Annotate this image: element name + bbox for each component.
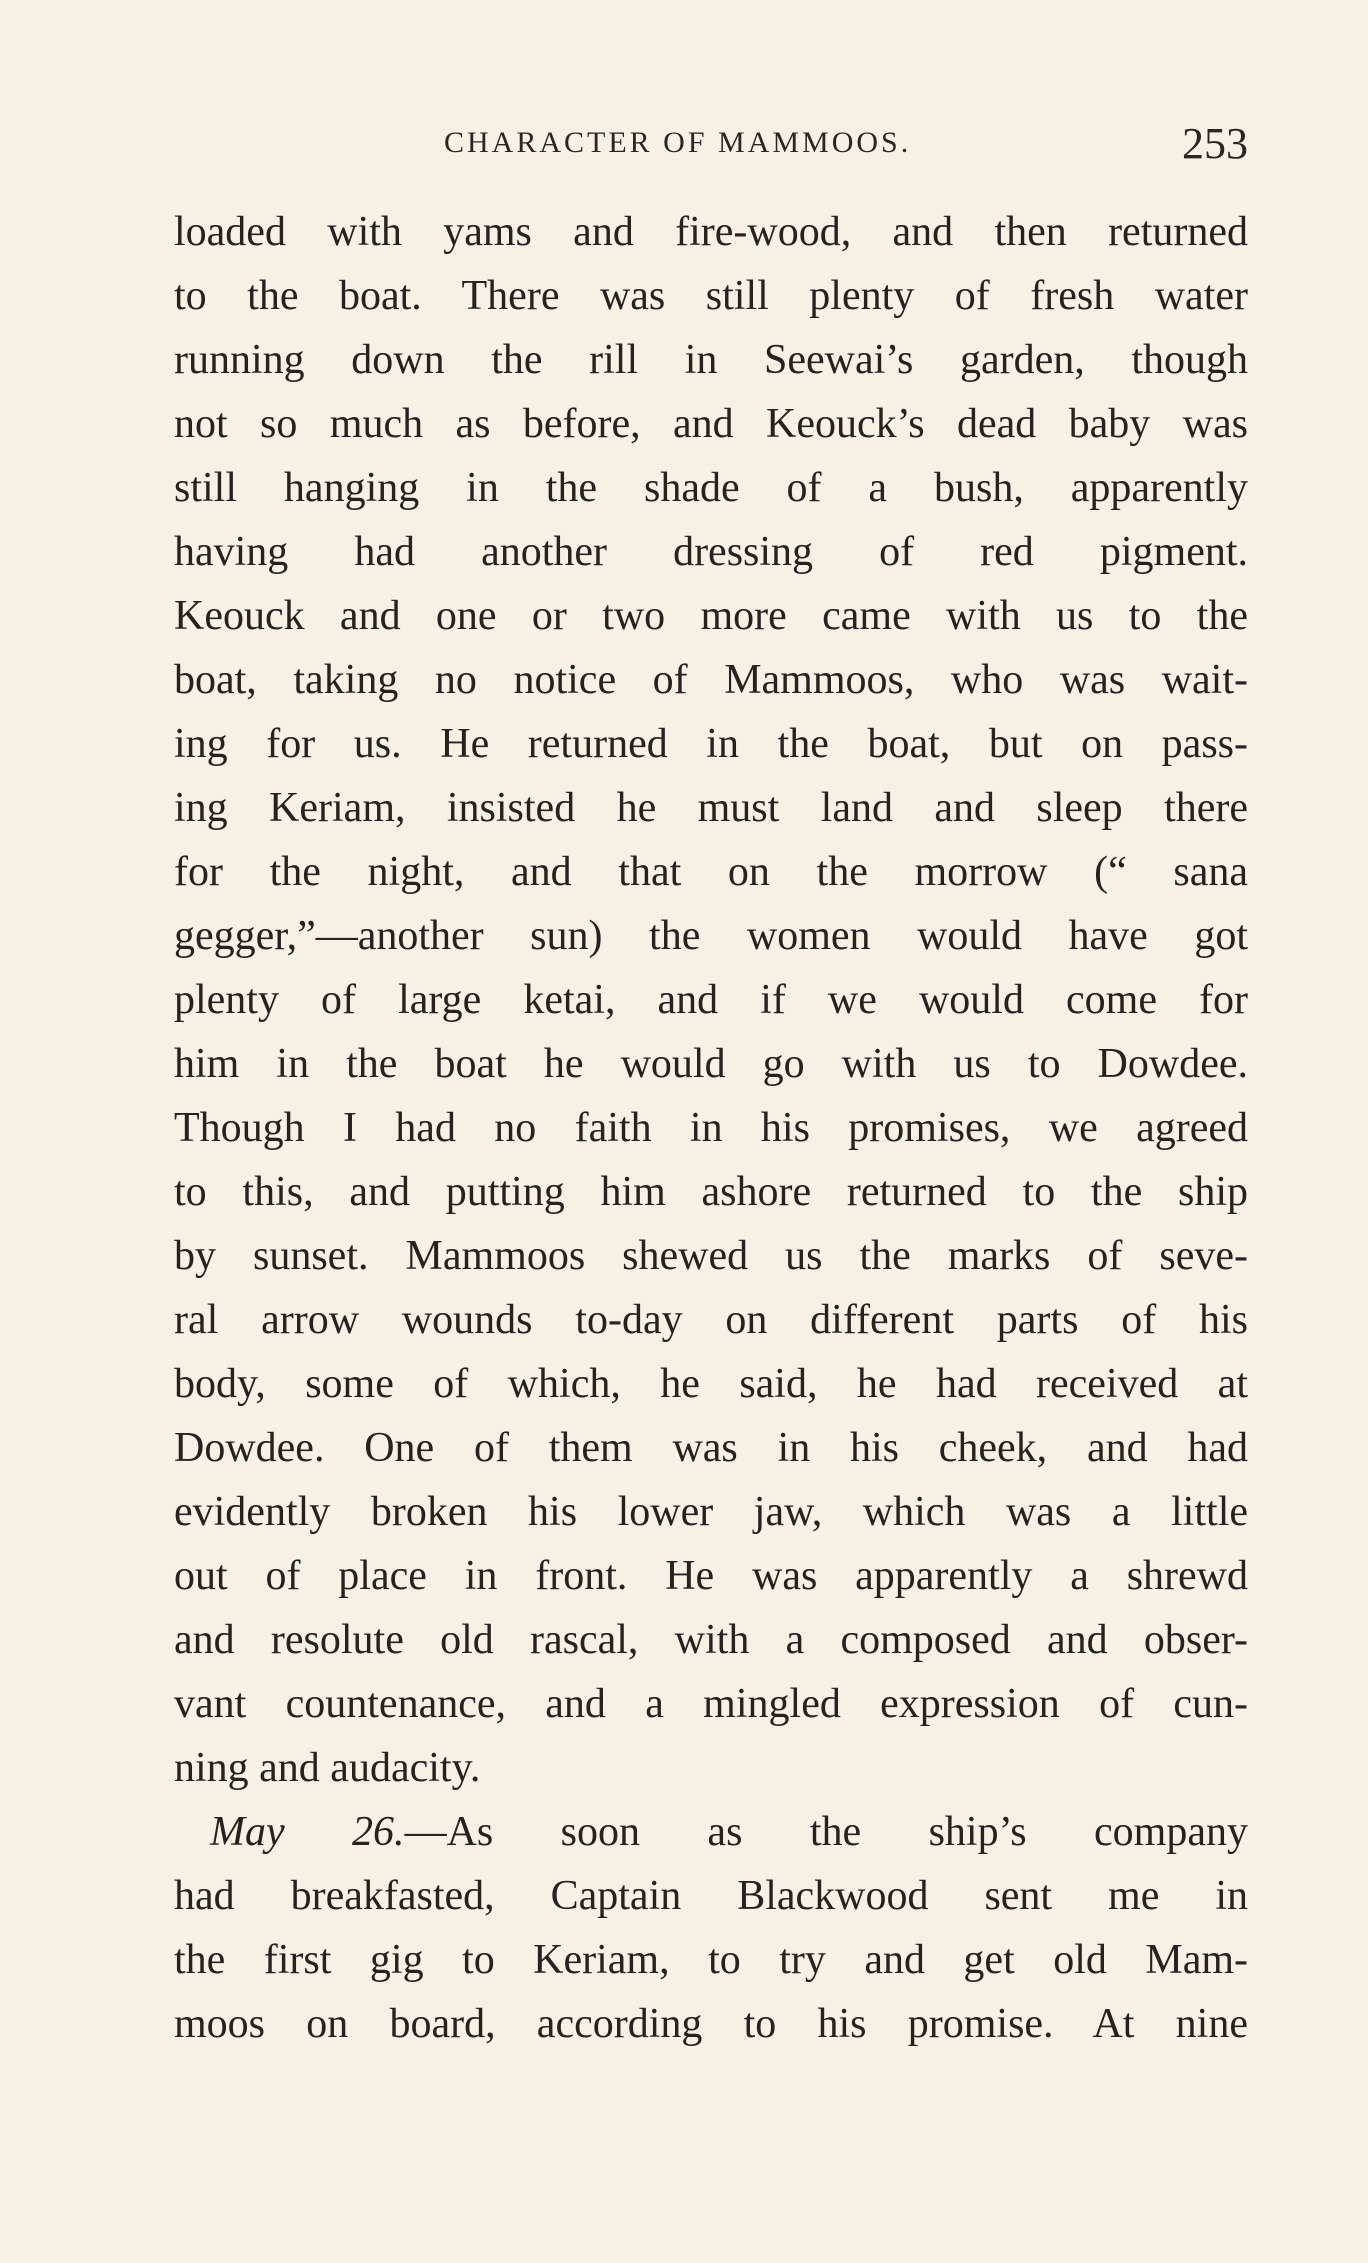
- text-line: to the boat. There was still plenty of fresh water: [174, 273, 1248, 319]
- text-line: and resolute old rascal, with a composed and obser-: [174, 1617, 1248, 1663]
- text-line: ning and audacity.: [174, 1745, 481, 1791]
- running-head: [174, 118, 1248, 178]
- text-line: to this, and putting him ashore returned to the ship: [174, 1169, 1248, 1215]
- text-line: plenty of large ketai, and if we would come for: [174, 977, 1248, 1023]
- text-line: running down the rill in Seewai’s garden, though: [174, 337, 1248, 383]
- text-line: out of place in front. He was apparently a shrewd: [174, 1553, 1248, 1599]
- text-line: still hanging in the shade of a bush, apparently: [174, 465, 1248, 511]
- text-line: not so much as before, and Keouck’s dead baby was: [174, 401, 1248, 447]
- paragraph: [174, 200, 1248, 1800]
- body-text: [174, 200, 1248, 2056]
- text-line: moos on board, according to his promise. At nine: [174, 2001, 1248, 2047]
- text-line: [174, 1800, 1248, 1864]
- paragraph: [174, 1800, 1248, 2056]
- first-line-text: —As soon as the ship’s company: [404, 1809, 1248, 1855]
- date-heading: May 26.: [210, 1809, 405, 1855]
- text-line: loaded with yams and fire-wood, and then returned: [174, 209, 1248, 255]
- running-title: CHARACTER OF MAMMOOS.: [444, 126, 912, 159]
- text-line: vant countenance, and a mingled expression of cun-: [174, 1681, 1248, 1727]
- text-line: gegger,”—another sun) the women would have got: [174, 913, 1248, 959]
- page-number: 253: [1182, 119, 1248, 168]
- text-line: Dowdee. One of them was in his cheek, and had: [174, 1425, 1248, 1471]
- text-line: evidently broken his lower jaw, which was a little: [174, 1489, 1248, 1535]
- text-line: boat, taking no notice of Mammoos, who was wait-: [174, 657, 1248, 703]
- text-line: Keouck and one or two more came with us to the: [174, 593, 1248, 639]
- text-line: ing for us. He returned in the boat, but on pass-: [174, 721, 1248, 767]
- text-line: having had another dressing of red pigment.: [174, 529, 1248, 575]
- text-line: Though I had no faith in his promises, we agreed: [174, 1105, 1248, 1151]
- text-line: by sunset. Mammoos shewed us the marks of seve-: [174, 1233, 1248, 1279]
- text-line: ing Keriam, insisted he must land and sleep there: [174, 785, 1248, 831]
- text-line: body, some of which, he said, he had received at: [174, 1361, 1248, 1407]
- text-line: ral arrow wounds to-day on different parts of his: [174, 1297, 1248, 1343]
- text-line: the first gig to Keriam, to try and get old Mam-: [174, 1937, 1248, 1983]
- text-line: had breakfasted, Captain Blackwood sent me in: [174, 1873, 1248, 1919]
- text-line: for the night, and that on the morrow (“ sana: [174, 849, 1248, 895]
- text-line: him in the boat he would go with us to Dowdee.: [174, 1041, 1248, 1087]
